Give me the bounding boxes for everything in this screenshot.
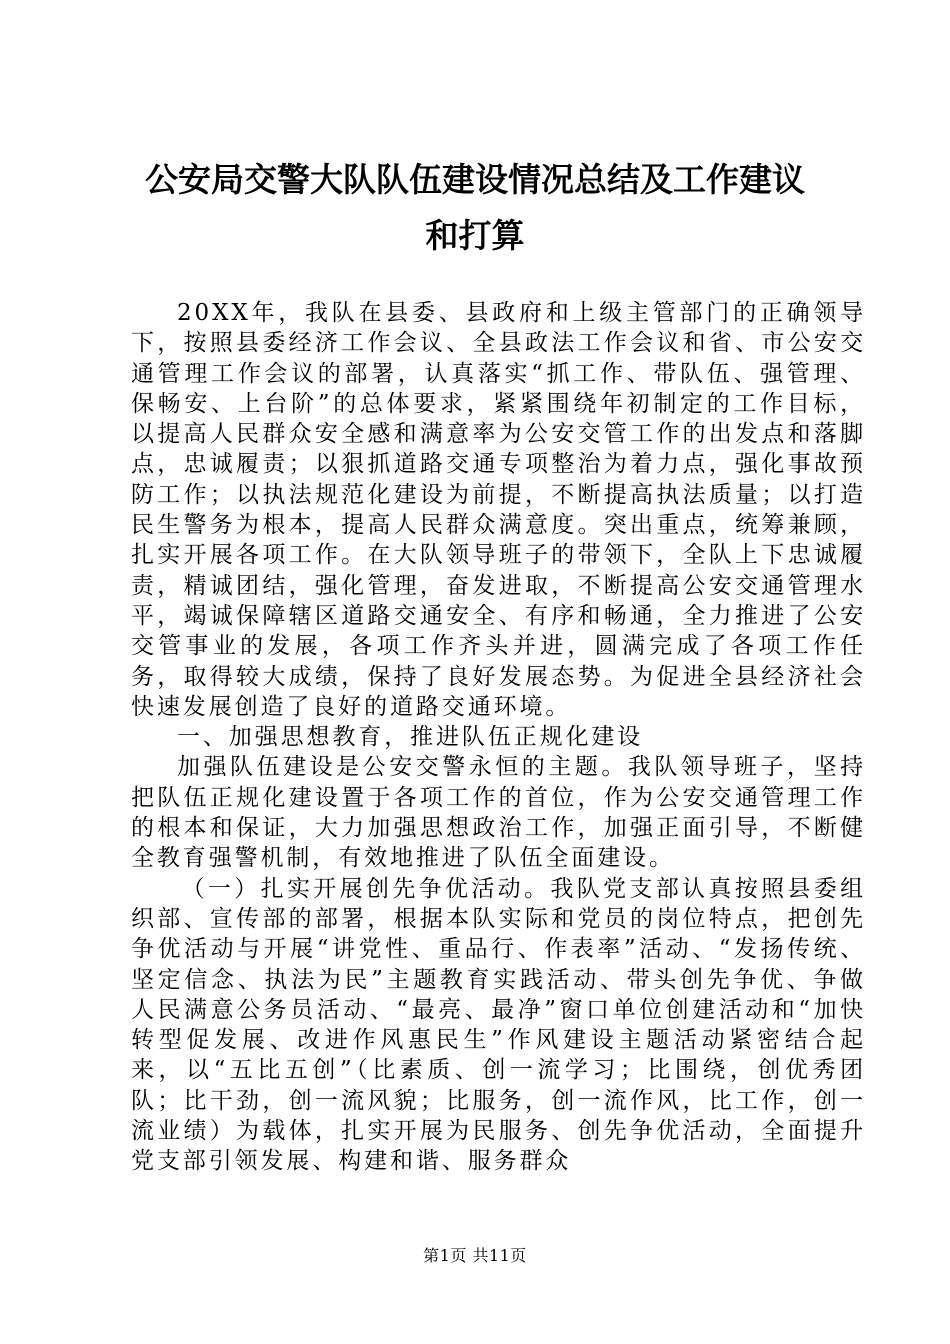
page-title (0, 152, 950, 264)
title-line-2: 和打算 (425, 216, 525, 255)
intro-paragraph: 20XX年，我队在县委、县政府和上级主管部门的正确领导下，按照县委经济工作会议、全县政法工作会议和省、市公安交通管理工作会议的部署，认真落实“抓工作、带队伍、强管理、保畅安、上台阶”的总体要求，紧紧围绕年初制定的工作目标，以提高人民群众安全感和满意率为公安交管工作的出发点和落脚点，忠诚履责；以狠抓道路交通专项整治为着力点，强化事故预防工作；以执法规范化建设为前提，不断提高执法质量；以打造民生警务为根本，提高人民群众满意度。突出重点，统筹兼顾，扎实开展各项工作。在大队领导班子的带领下，全队上下忠诚履责，精诚团结，强化管理，奋发进取，不断提高公安交通管理水平，竭诚保障辖区道路交通安全、有序和畅通，全力推进了公安交管事业的发展，各项工作齐头并进，圆满完成了各项工作任务，取得较大成绩，保持了良好发展态势。为促进全县经济社会快速发展创造了良好的道路交通环境。 (131, 300, 866, 720)
section-paragraph: 加强队伍建设是公安交警永恒的主题。我队领导班子，坚持把队伍正规化建设置于各项工作的首位，作为公安交通管理工作的根本和保证，大力加强思想政治工作，加强正面引导，不断健全教育强警机制，有效地推进了队伍全面建设。 (131, 754, 866, 872)
title-line-1: 公安局交警大队队伍建设情况总结及工作建议 (145, 160, 805, 199)
subsection-paragraph: （一）扎实开展创先争优活动。我队党支部认真按照县委组织部、宣传部的部署，根据本队实际和党员的岗位特点，把创先争优活动与开展“讲党性、重品行、作表率”活动、“发扬传统、坚定信念、执法为民”主题教育实践活动、带头创先争优、争做人民满意公务员活动、“最亮、最净”窗口单位创建活动和“加快转型促发展、改进作风惠民生”作风建设主题活动紧密结合起来，以“五比五创”（比素质、创一流学习；比围绕，创优秀团队；比干劲，创一流风貌；比服务，创一流作风，比工作，创一流业绩）为载体，扎实开展为民服务、创先争优活动，全面提升党支部引领发展、构建和谐、服务群众 (131, 875, 866, 1175)
document-body (131, 298, 866, 1177)
section-heading: 一、加强思想教育，推进队伍正规化建设 (177, 724, 644, 751)
page-footer: 第1页 共11页 (423, 1246, 527, 1265)
